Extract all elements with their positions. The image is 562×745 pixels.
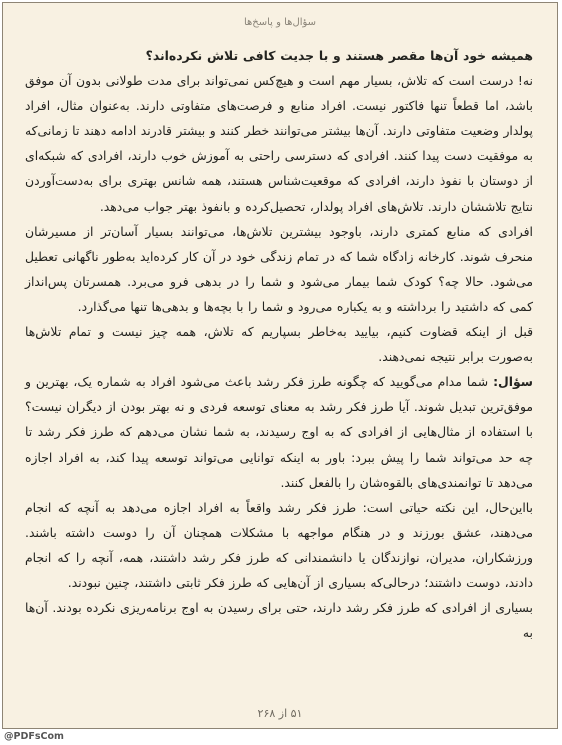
paragraph: افرادی که منابع کمتری دارند، باوجود بیشترین تلاش‌ها، می‌توانند بسیار آسان‌تر از مسیرشان منحرف شوند. کارخانه زادگاه شما که در تمام زندگی خود در آن کار کرده‌اید به‌طور ناگهانی تعطیل می‌شود. حالا چه؟ کودک شما بیمار می‌شود و شما را در بدهی فرو می‌برد. همسرتان پس‌انداز کمی که داشتید را برداشته و به یکباره می‌رود و شما را با بچه‌ها و بدهی‌ها تنها می‌گذارد. [25,223,533,314]
paragraph: قبل از اینکه قضاوت کنیم، بیایید به‌خاطر بسپاریم که تلاش، همه چیز نیست و تمام تلاش‌ها به‌صورت برابر نتیجه نمی‌دهند. [25,324,533,365]
watermark: @PDFsCom [4,731,64,742]
paragraph: بااین‌حال، این نکته حیاتی است: طرز فکر رشد واقعاً به افراد اجازه می‌دهد به آنچه که انجام می‌دهند، عشق بورزند و در هنگام مواجهه با مشکلات همچنان آن را دوست داشته باشند. ورزشکاران، مدیران، نوازندگان یا دانشمندانی که طرز فکر رشد داشتند، همه، آنچه را که انجام دادند، دوست داشتند؛ درحالی‌که بسیاری از آن‌هایی که طرز فکر ثابتی داشتند، چنین نبودند. [25,499,533,590]
paragraph-question [25,369,533,494]
paragraph: نه! درست است که تلاش، بسیار مهم است و هیچ‌کس نمی‌تواند برای مدت طولانی بدون آن موفق باشد، اما قطعاً تنها فاکتور نیست. افراد منابع و فرصت‌های متفاوتی دارند. به‌عنوان مثال، افراد پولدار وضعیت متفاوتی دارند. آن‌ها بیشتر می‌توانند خطر کنند و بیشتر قادرند ادامه دهند تا زمانی‌که به موفقیت دست پیدا کنند. افرادی که دسترسی راحتی به آموزش خوب دارند، افرادی که شبکه‌ای از دوستان با نفوذ دارند، افرادی که موقعیت‌شناس هستند، همه شانس بهتری برای به‌دست‌آوردن نتایج تلاششان دارند. تلاش‌های افراد پولدار، تحصیل‌کرده و بانفوذ بهتر جواب می‌دهد. [25,73,533,214]
paragraph-question-intro: همیشه خود آن‌ها مقصر هستند و با جدیت کافی تلاش نکرده‌اند؟ [145,48,533,63]
book-page [2,2,558,729]
page-number: ۵۱ از ۲۶۸ [257,707,303,720]
running-header: سؤال‌ها و پاسخ‌ها [243,17,317,28]
body-text [25,43,533,645]
question-text: شما مدام می‌گویید که چگونه طرز فکر رشد باعث می‌شود افراد به شماره یک، بهترین و موفق‌ترین تبدیل شوند. آیا طرز فکر رشد به معنای توسعه فردی و نه بهتر بودن از دیگران نیست؟ با استفاده از مثال‌هایی از افرادی که به اوج رسیدند، به شما نشان می‌دهم که طرز فکر رشد تا چه حد می‌تواند شما را پیش ببرد: باور به اینکه توانایی می‌تواند توسعه پیدا کند، به افراد اجازه می‌دهد تا توانمندی‌های بالقوه‌شان را بالفعل کنند. [25,374,533,490]
paragraph: بسیاری از افرادی که طرز فکر رشد دارند، حتی برای رسیدن به اوج برنامه‌ریزی نکرده بودند. آن‌ها به [25,600,533,641]
question-label: سؤال: [493,374,533,390]
